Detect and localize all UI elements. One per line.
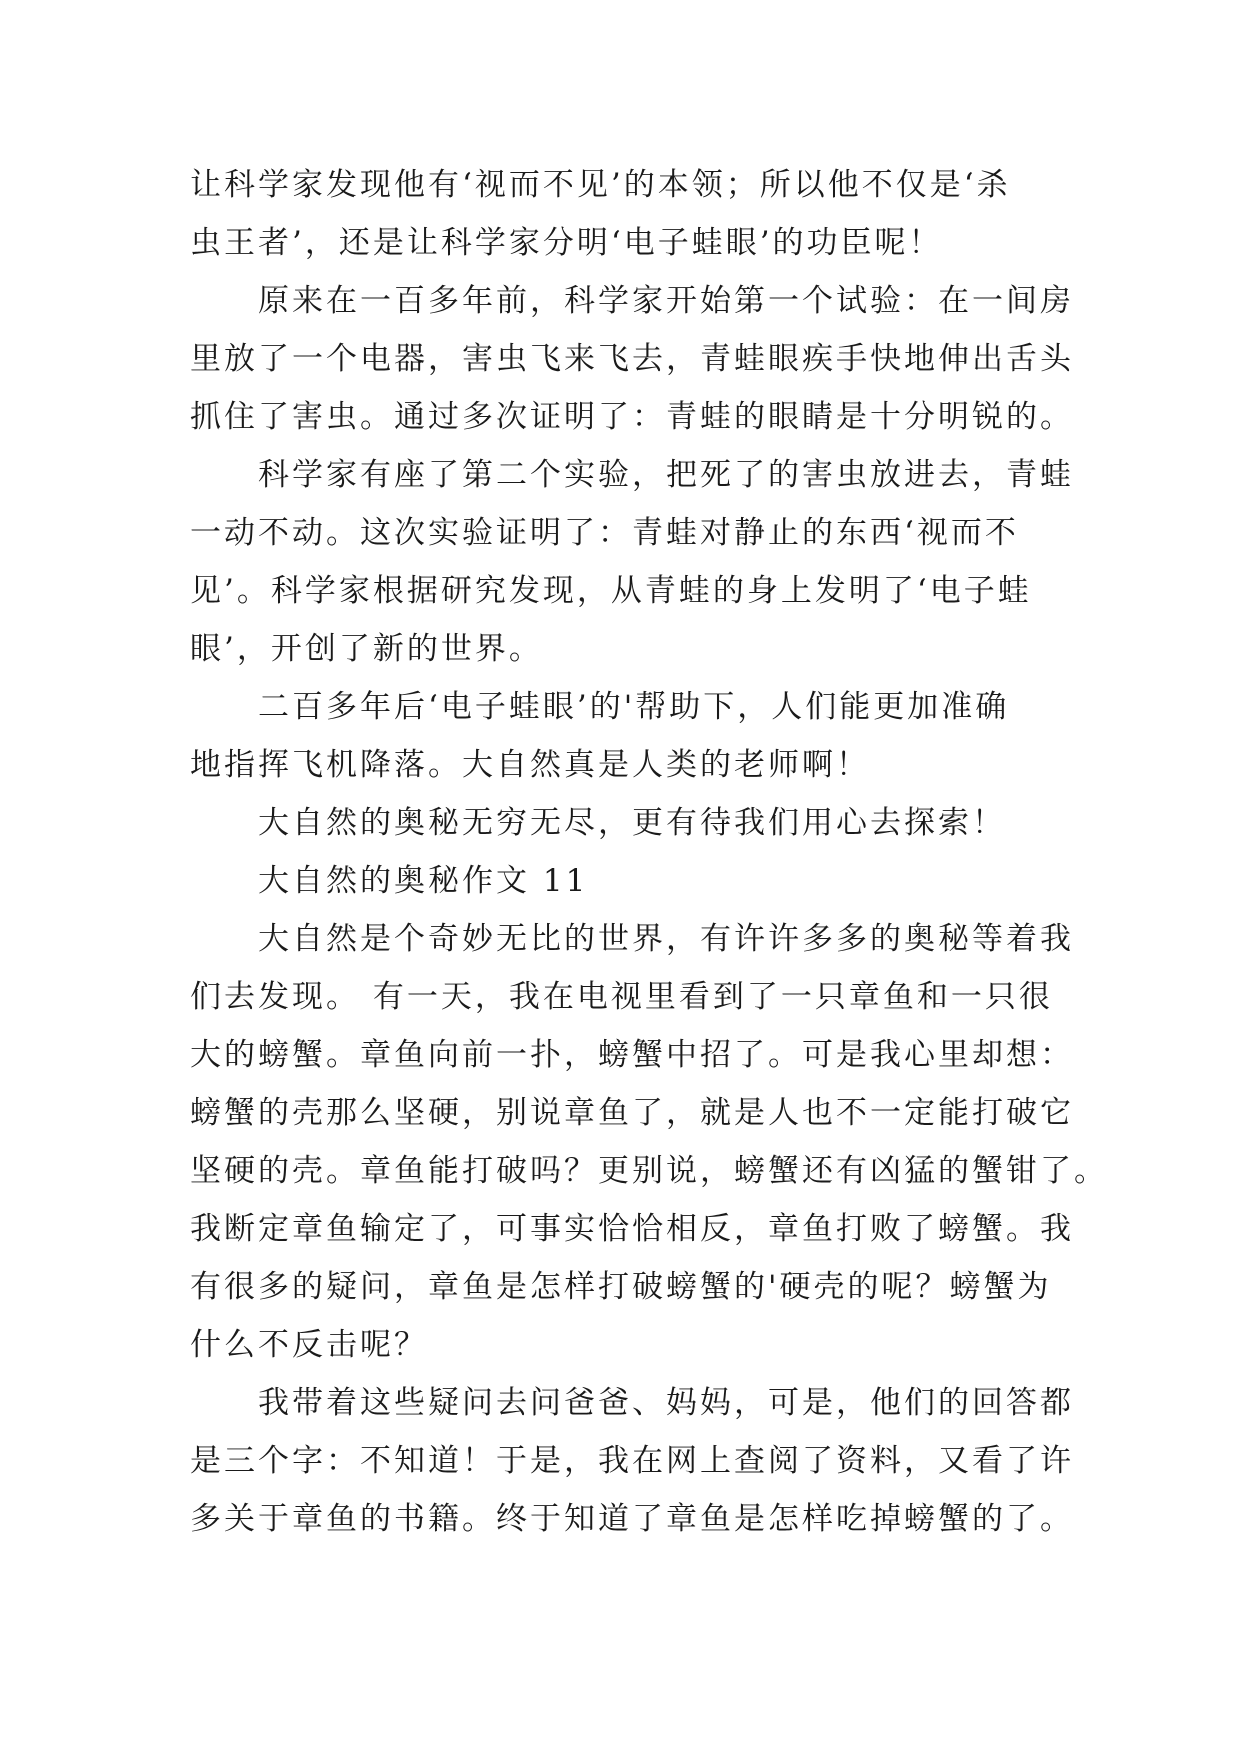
text-line: 一动不动。这次实验证明了：青蛙对静止的东西‘视而不 (190, 515, 1019, 551)
paragraph (190, 156, 1062, 272)
text-line: 原来在一百多年前，科学家开始第一个试验：在一间房 (190, 283, 1074, 319)
paragraph (190, 678, 1062, 794)
text-line: 见’。科学家根据研究发现，从青蛙的身上发明了‘电子蛙 (190, 573, 1032, 609)
text-line: 什么不反击呢？ (190, 1327, 428, 1363)
document-body (190, 156, 1108, 1548)
text-line: 大自然的奥秘无穷无尽，更有待我们用心去探索！ (190, 805, 1006, 841)
paragraph (190, 272, 1074, 446)
heading-line: 大自然的奥秘作文 11 (190, 863, 589, 899)
text-line: 多关于章鱼的书籍。终于知道了章鱼是怎样吃掉螃蟹的了。 (190, 1501, 1074, 1537)
paragraph (190, 794, 1062, 852)
paragraph (190, 446, 1074, 678)
text-line: 螃蟹的壳那么坚硬，别说章鱼了，就是人也不一定能打破它 (190, 1095, 1074, 1131)
text-line: 是三个字：不知道！于是，我在网上查阅了资料，又看了许 (190, 1443, 1074, 1479)
text-line: 大的螃蟹。章鱼向前一扑，螃蟹中招了。可是我心里却想： (190, 1037, 1074, 1073)
text-line: 们去发现。 有一天，我在电视里看到了一只章鱼和一只很 (190, 979, 1053, 1015)
text-line: 地指挥飞机降落。大自然真是人类的老师啊！ (190, 747, 870, 783)
text-line: 科学家有座了第二个实验，把死了的害虫放进去，青蛙 (190, 457, 1074, 493)
paragraph (190, 910, 1108, 1374)
text-line: 眼’，开创了新的世界。 (190, 631, 543, 667)
text-line: 抓住了害虫。通过多次证明了：青蛙的眼睛是十分明锐的。 (190, 399, 1074, 435)
text-line: 我带着这些疑问去问爸爸、妈妈，可是，他们的回答都 (190, 1385, 1074, 1421)
text-line: 二百多年后‘电子蛙眼’的'帮助下，人们能更加准确 (190, 689, 1010, 725)
paragraph (190, 1374, 1074, 1548)
text-line: 虫王者’，还是让科学家分明‘电子蛙眼’的功臣呢！ (190, 225, 943, 261)
text-line: 大自然是个奇妙无比的世界，有许许多多的奥秘等着我 (190, 921, 1074, 957)
text-line: 让科学家发现他有‘视而不见’的本领；所以他不仅是‘杀 (190, 167, 1011, 203)
section-heading (190, 852, 1062, 910)
text-line: 坚硬的壳。章鱼能打破吗？更别说，螃蟹还有凶猛的蟹钳了。 (190, 1153, 1108, 1189)
text-line: 里放了一个电器，害虫飞来飞去，青蛙眼疾手快地伸出舌头 (190, 341, 1074, 377)
text-line: 我断定章鱼输定了，可事实恰恰相反，章鱼打败了螃蟹。我 (190, 1211, 1074, 1247)
text-line: 有很多的疑问，章鱼是怎样打破螃蟹的'硬壳的呢？螃蟹为 (190, 1269, 1052, 1305)
